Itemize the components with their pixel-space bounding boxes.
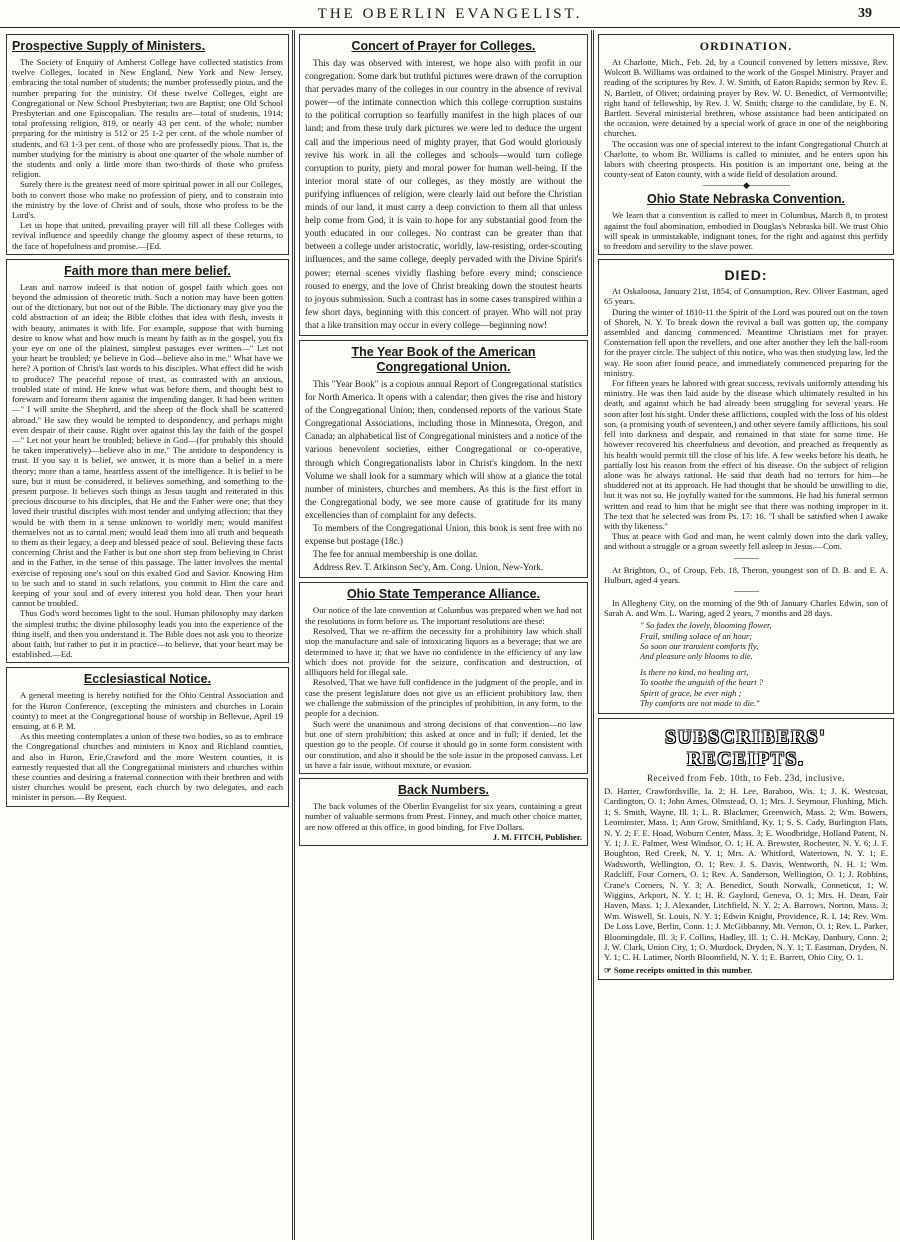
paragraph: The occasion was one of special interest to the infant Congregational Church at Charlotte, to whom Br. Williams is called to minister, and he enters upon his labors with cheering prospects. His position is an important one, being at the county-seat of Eaton county, with a wide field of desolation around.	[604, 138, 888, 180]
article-heading: Ohio State Nebraska Convention.	[647, 192, 845, 207]
paragraph: At Brighton, O., of Croup, Feb. 18, Theron, youngest son of D. B. and E. A. Hulburt, aged 4 years.	[604, 564, 888, 585]
article-temperance-alliance	[299, 582, 588, 774]
column-rule	[591, 30, 594, 1240]
column-rule	[292, 30, 295, 1240]
column-left	[6, 34, 289, 1238]
poem-line: " So fades the lovely, blooming flower,	[640, 620, 772, 631]
paragraph: At Oskaloosa, January 21st, 1854, of Consumption, Rev. Oliver Eastman, aged 65 years.	[604, 286, 888, 307]
article-back-numbers	[299, 778, 588, 846]
article-heading: ORDINATION.	[699, 39, 793, 53]
page-number: 39	[858, 6, 872, 21]
article-subscribers-receipts	[598, 718, 894, 980]
paragraph: To members of the Congregational Union, this book is sent free with no expense but postage (18c.)	[305, 523, 582, 547]
article-heading: The Year Book of the American Congregational Union.	[351, 344, 536, 374]
paragraph: The Society of Enquiry of Amherst College have collected statistics from twelve Colleges, located in New England, New York and New Jersey, embracing the total number of students; the number professedly pious, and the number preparing for the ministry. Of these twelve Colleges, eight are Congregational or New School Presbyterian; two are Baptist; one Old School Presbyterian and one Episcopalian. The results are—total of students, 1914; total professing religion, 819, or nearly 43 per cent. of the whole; number preparing for the ministry is 512 or 25 1-2 per cent. of the whole number of students, and 63 1-3 per cent. of those who are professedly pious. That is, the number studying for the ministry is about one quarter of the whole number of the students and only a little more than two-thirds of those who profess religion.	[12, 57, 283, 180]
masthead-title: THE OBERLIN EVANGELIST.	[317, 6, 583, 22]
article-faith	[6, 259, 289, 664]
paragraph: At Charlotte, Mich., Feb. 2d, by a Council convened by letters missive, Rev. Wolcott B. Williams was ordained to the work of the Gospel Ministry. Prayer and reading of the scriptures by Rev. J. W. Smith, of Eaton Rapids; sermon by Rev. E. N. Bartlett, of Olivet; ordaining prayer by Rev. W. U. Benedict, of Vermontville; right hand of fellowship, by Rev. J. W. Smith; charge to the candidate, by E. N. Bartlett. Several ministerial brethren, whose assistance had been anticipated on the occasion, were detained by a special work of grace in one of the neighboring churches.	[604, 57, 888, 139]
paragraph: The fee for annual membership is one dollar.	[313, 549, 478, 560]
poem-line: Is there no kind, no healing art,	[640, 667, 749, 678]
paragraph: Such were the unanimous and strong decisions of that convention—no law but one of stern prohibition; this asked at once and in full; if denied, let the question go to the people. Of course it should go in some form consistent with our constitution, and also it should be the sole issue in the proposed canvass. Let us have a fair issue, without mixture, or evasion.	[305, 718, 582, 770]
poem-line: To soothe the anguish of the heart ?	[640, 677, 764, 688]
paragraph: Our notice of the late convention at Columbus was prepared when we had not the resolutions in form before us. The important resolutions are these:	[305, 605, 582, 626]
receipt-list: D. Harter, Crawfordsville, Ia. 2; H. Lee, Baraboo, Wis. 1; J. K. Westcoat, Cardington, O. 1; John Ames, Olmstead, O. 1; Mrs. J. Seymour, Flushing, Mich. 1; S. Smith, Wayne, Ill. 1; L. R. Blackmer, Greenwich, Mass. 2; Wm. Bowers, Leominster, Mass. 1; Ann Grow, Smithland, Ky. 1; S. S. Cady, Burlington Flats, N. Y. 2; F. E. Hoad, Woburn Center, Mass. 3; E. Woodbridge, Holland Patent, N. Y. 1; J. E. Palmer, West Windsor, O. 1; H. A. Brewster, Rochester, N. Y. 6; J. F. Boughton, Red Creek, N. Y. 1; Mrs. A. Whitford, Watertown, N. Y. 1; E. Wadsworth, Wellington, O. 1; Rev. J. S. Davis, Wentworth, N. H. 1; Wm. Radcliff, Four Corners, O. 1; Rev. A. Sanderson, Wellington, O. 1; J. Robbins, Crane's Corners, N. Y. 3; A. Benedict, South Norwalk, Conneticut, 1; W. Wiggins, Arkport, N. Y. 1; H. R. Gaylord, Geneva, O. 1; Mrs. H. Dean, Fair Haven, Mass. 1; J. Alexander, Litchfield, N. Y. 2; A. Barrows, Norton, Mass. 3; Wm. Wiswell, St. Louis, N. Y. 1; Edwin Knight, Providence, R. I. 14; Rev. Wm. De Loss Love, Berlin, Conn. 1; J. McGibbanny, Mt. Vernon, O. 1; Rev. L. Parker, Bloomingdale, Ill. 3; F. Collins, Hadley, Ill. 1; C. H. McKay, Danbury, Conn. 2; J. W. Clark, Union City, 1; O. Murdock, Dryden, N. Y. 1; T. Eastman, Dryden, N. Y. 1; C. H. Latimer, North Bloomfield, N. Y. 1; E. Barrett, Ohio City, O. 1.	[604, 785, 888, 963]
receipt-note: ☞ Some receipts omitted in this number.	[604, 964, 753, 975]
ornamental-rule: ———	[734, 552, 758, 563]
paragraph: As this meeting contemplates a union of these two bodies, so as to embrace the Congregational churches and ministers in Knox and Richland counties, and also in Huron, Erie,Crawford and the more Western counties, it is earnestly requested that all the Congregational ministers and churches within these counties and desiring a fraternal connection with their brethren and with sister churches would be present, each church by two delegates, and each minister in person.—By Request.	[12, 731, 283, 803]
article-prospective-supply	[6, 34, 289, 255]
article-ordination	[598, 34, 894, 255]
article-heading: DIED:	[724, 267, 768, 284]
article-heading: SUBSCRIBERS' RECEIPTS.	[665, 726, 827, 770]
paragraph: Surely there is the greatest need of more spiritual power in all our Colleges, both to convert those who make no profession of piety, and to constrain into the ministry by the love of Christ and of souls, those who profess to be the Lord's.	[12, 179, 283, 221]
poem-line: And pleasure only blooms to die.	[640, 650, 753, 661]
paragraph: Resolved, That we have full confidence in the judgment of the people, and in case the present legislature does not give us an efficient prohibitory law, then we challenge the submission of the principles of prohibition, in any form, to the people for a decision.	[305, 677, 582, 719]
article-heading: Faith more than mere belief.	[64, 263, 231, 278]
article-heading: Back Numbers.	[397, 783, 489, 798]
paragraph: In Allegheny City, on the morning of the 9th of January Charles Edwin, son of Sarah A. and Wm. L. Waring, aged 2 years, 7 months and 28 days.	[604, 597, 888, 619]
article-heading: Ohio State Temperance Alliance.	[346, 587, 541, 602]
article-year-book	[299, 340, 588, 578]
column-middle	[299, 34, 588, 1238]
poem-line: Frail, smiling solace of an hour;	[640, 630, 753, 641]
article-died	[598, 259, 894, 714]
paragraph: Thus at peace with God and man, he went calmly down into the dark valley, and without a struggle or a groan sweetly fell asleep in Jesus.—Com.	[604, 531, 888, 552]
article-heading: Ecclesiastical Notice.	[83, 672, 212, 687]
paragraph: The back volumes of the Oberlin Evangelist for six years, containing a great number of valuable sermons from Prest. Finney, and much other choice matter, are now offered at this office, in good binding, for Five Dollars.	[305, 801, 582, 832]
paragraph: We learn that a convention is called to meet in Columbus, March 8, to protest against the foul abomination, embodied in Douglas's Nebraska bill. We trust Ohio will speak in unmistakable, indignant tones, for the right and against this perfidy to freedom and servility to the slave power.	[604, 210, 888, 252]
ornamental-rule: —————◆—————	[703, 180, 789, 191]
paragraph: During the winter of 1810-11 the Spirit of the Lord was poured out on the town of Shoreh, N. Y. To break down the revival a ball was gotten up, the company assembled and dancing commenced. Meantime Christians met for prayer. Consternation fell upon the revellers, and one after another they left the ball-room for the prayer circle. The subject of this notice, who was then studying law, led the way. He soon after found peace, and immediately commenced preparing for the ministry.	[604, 306, 888, 378]
paragraph: This "Year Book" is a copious annual Report of Congregational statistics for North America. It opens with a calendar; then gives the rise and history of the Congregational Union; then, condensed reports of the various State Congregational Associations, including those in Minnesota, Oregon, and Canada; an alphabetical list of Congregational ministers and a notice of the various benevolent societies, either Congregational or co-operative, through which Congregationalists labor in Christ's kingdom. In the next Volume we shall look for a summary which will show at a glance the total number of ministers, churches and members. As this is the first effort in the Congregational body, we see more cause of gratitude for its many excellencies than of complaint for any defects.	[305, 378, 582, 520]
paragraph: Address Rev. T. Atkinson Sec'y, Am. Cong. Union, New-York.	[313, 562, 544, 573]
column-right	[598, 34, 894, 1238]
paragraph: A general meeting is hereby notified for the Ohio Central Association and for the Huron Conference, (excepting the ministers and churches in Lorain county) to meet at the Congregational house of worship in Bellevue, April 19 ensuing, at 6 P. M.	[12, 690, 283, 731]
poem-line: So soon our transient comforts fly,	[640, 640, 759, 651]
poem-line: Thy comforts are not made to die."	[640, 697, 760, 708]
article-ecclesiastical-notice	[6, 667, 289, 806]
poem	[604, 620, 888, 708]
poem-line: Spirit of grace, be ever nigh ;	[640, 687, 742, 698]
article-heading: Concert of Prayer for Colleges.	[351, 39, 536, 53]
masthead	[0, 0, 900, 28]
paragraph: For fifteen years he labored with great success, revivals uniformly attending his ministry. He was then laid aside by the disease which ultimately resulted in his death, and against which he had already been struggling for several years. He soon after lost his sight. Under these afflictions, coupled with the loss of his oldest son, (a promising youth of seventeen,) and other severe family afflictions, his soul fell into darkness and despair, and remained in that state for some time. He however recovered his cheerfulness and devotion, and preached as frequently as his health would permit till the close of his life. A few weeks before his death, he partially lost his reason from the effect of his disease. On the subject of religion alone was he always rational. He said that death had no terrors for him—he shuddered not at its approach. He had thought that he should be unwilling to die, but it was not so. He joyfully waited for the summons. He had his funeral sermon written and read to him that he might see that there was nothing improper in it. The text that he selected was from Ps. 17: 16. "I shall be satisfied when I awake with thy likeness."	[604, 378, 888, 531]
paragraph: Lean and narrow indeed is that notion of gospel faith which goes not beyond the admission of theoretic truth. Such a notion may have been gotten out of the dictionary, but not out of the Bible. The dictionary may give you the cold abstraction of an idea; the Bible clothes that idea with flesh, invests it with beauty, animates it with life. For example, suppose that with burning desire to know what and how much is meant by faith as in the gospel, you fix your eye on one of the plainest, simplest passages ever written—" Let not your heart be troubled; ye believe in God—believe also in me." What have we here? A portion of Christ's last words to his disciples. What effect did he wish to produce? The peaceful repose of trust, as contrasted with an anxious, troubled state of mind. He knew what was before them, and thought best to forewarn and forearm them against the impending danger. It had been written—" I will smite the Shepherd, and the sheep of the flock shall be scattered abroad." He saw they would be tempted to despondency, and perhaps might even despair of their cause. Right over against this lay the faith of the gospel—" Let not your heart be troubled; believe in God—(for probably this should be taken imperatively)—believe also in me." The antidote to despondency is trust. If you say it is belief, we answer, it is more than a belief in a mere theory; more than a tame, heartless assent of the intelligence. It is belief to be sure, but it must be considered, it believes something, and something to the present purpose. It believes such things as Jesus taught and reiterated in this precious discourse to his disciples, that He and the Father were one; that they loved their trustful disciples with most tender and undying affection; that they would be with them in a sense unknown to worldly men; would manifest themselves not as to carnal men; would lead them into all truth and bequeath to them as their legacy, a deep and blessed peace of soul. Believing these facts concerning Christ and the Father is but one short step from believing in Christ and in the Father, in the sense of this passage. The latter involves the mental exercise of reposing one's soul on this exalted God and Savior. Knowing Him to be such and to stand in such relations, you commit to Him the care and keeping of your soul and of every interest you hold dear. Then your heart cannot be troubled.	[12, 281, 283, 609]
signature: J. M. FITCH, Publisher.	[492, 832, 582, 843]
article-heading: Prospective Supply of Ministers.	[12, 39, 206, 53]
ornamental-rule: ———	[734, 585, 758, 596]
paragraph: Thus God's word becomes light to the soul. Human philosophy may darken the simplest truths; the divine philosophy leads you into the experience of the thing itself, and then you understand it. The Bible does not ask you to theorize about faith, but rather to put it in practice—to believe, that your heart may be established.—Ed.	[12, 608, 283, 660]
receipt-dates: Received from Feb. 10th, to Feb. 23d, inclusive.	[647, 772, 845, 783]
paragraph: Resolved, That we re-affirm the necessity for a prohibitory law which shall stop the manufacture and sale of intoxicating liquors as a beverage; that we are determined to have it; that we have no confidence in the efficiency of any law which does not provide for the seizure, confiscation and destruction, of allliquors held for illegal sale.	[305, 625, 582, 678]
paragraph: Let us hope that united, prevailing prayer will fill all these Colleges with revival influence and speedily change the gloomy aspect of these returns, to the face of hopefulness and promise.—[Ed.	[12, 220, 283, 251]
paragraph: This day was observed with interest, we hope also with profit in our congregation. Some dark but truthful pictures were drawn of the corruption that pervades many of the colleges in our country in the absence of revival power—of the intimate connection which this college corruption sustains to the political corruption so fearfully manifest in the high places of our land; and from these truly dark pictures we were led to deduce the urgent call and the imperious need of mighty prayer, that God would gloriously revive his work in all the colleges and schools—would turn college corruption to purity, piety and moral power for human well-being. If the interior moral state of our colleges, as they mostly are without the purifying influences of religion, were clearly laid out before the Christian minds of our land, it must carry a deep conviction to them all that unless help come from God, it is vain to hope for any substantial good from the youth educated in our colleges. No contrast can be greater than that between a college under aristocratic, worldly, law-resisting, order-scouting influences, and the same college, deeply pervaded with the Divine Spirit's power; eternal scenes vividly flashing before every mind; conscience roused to energy, and the love of Christ breaking down the stoutest hearts to joyous submission. Such a contrast has in some cases transpired within a few short days, beginning with this concert of prayer. Who will not pray that a like transition may occur in every college—beginning now!	[305, 58, 582, 330]
article-concert-of-prayer	[299, 34, 588, 336]
